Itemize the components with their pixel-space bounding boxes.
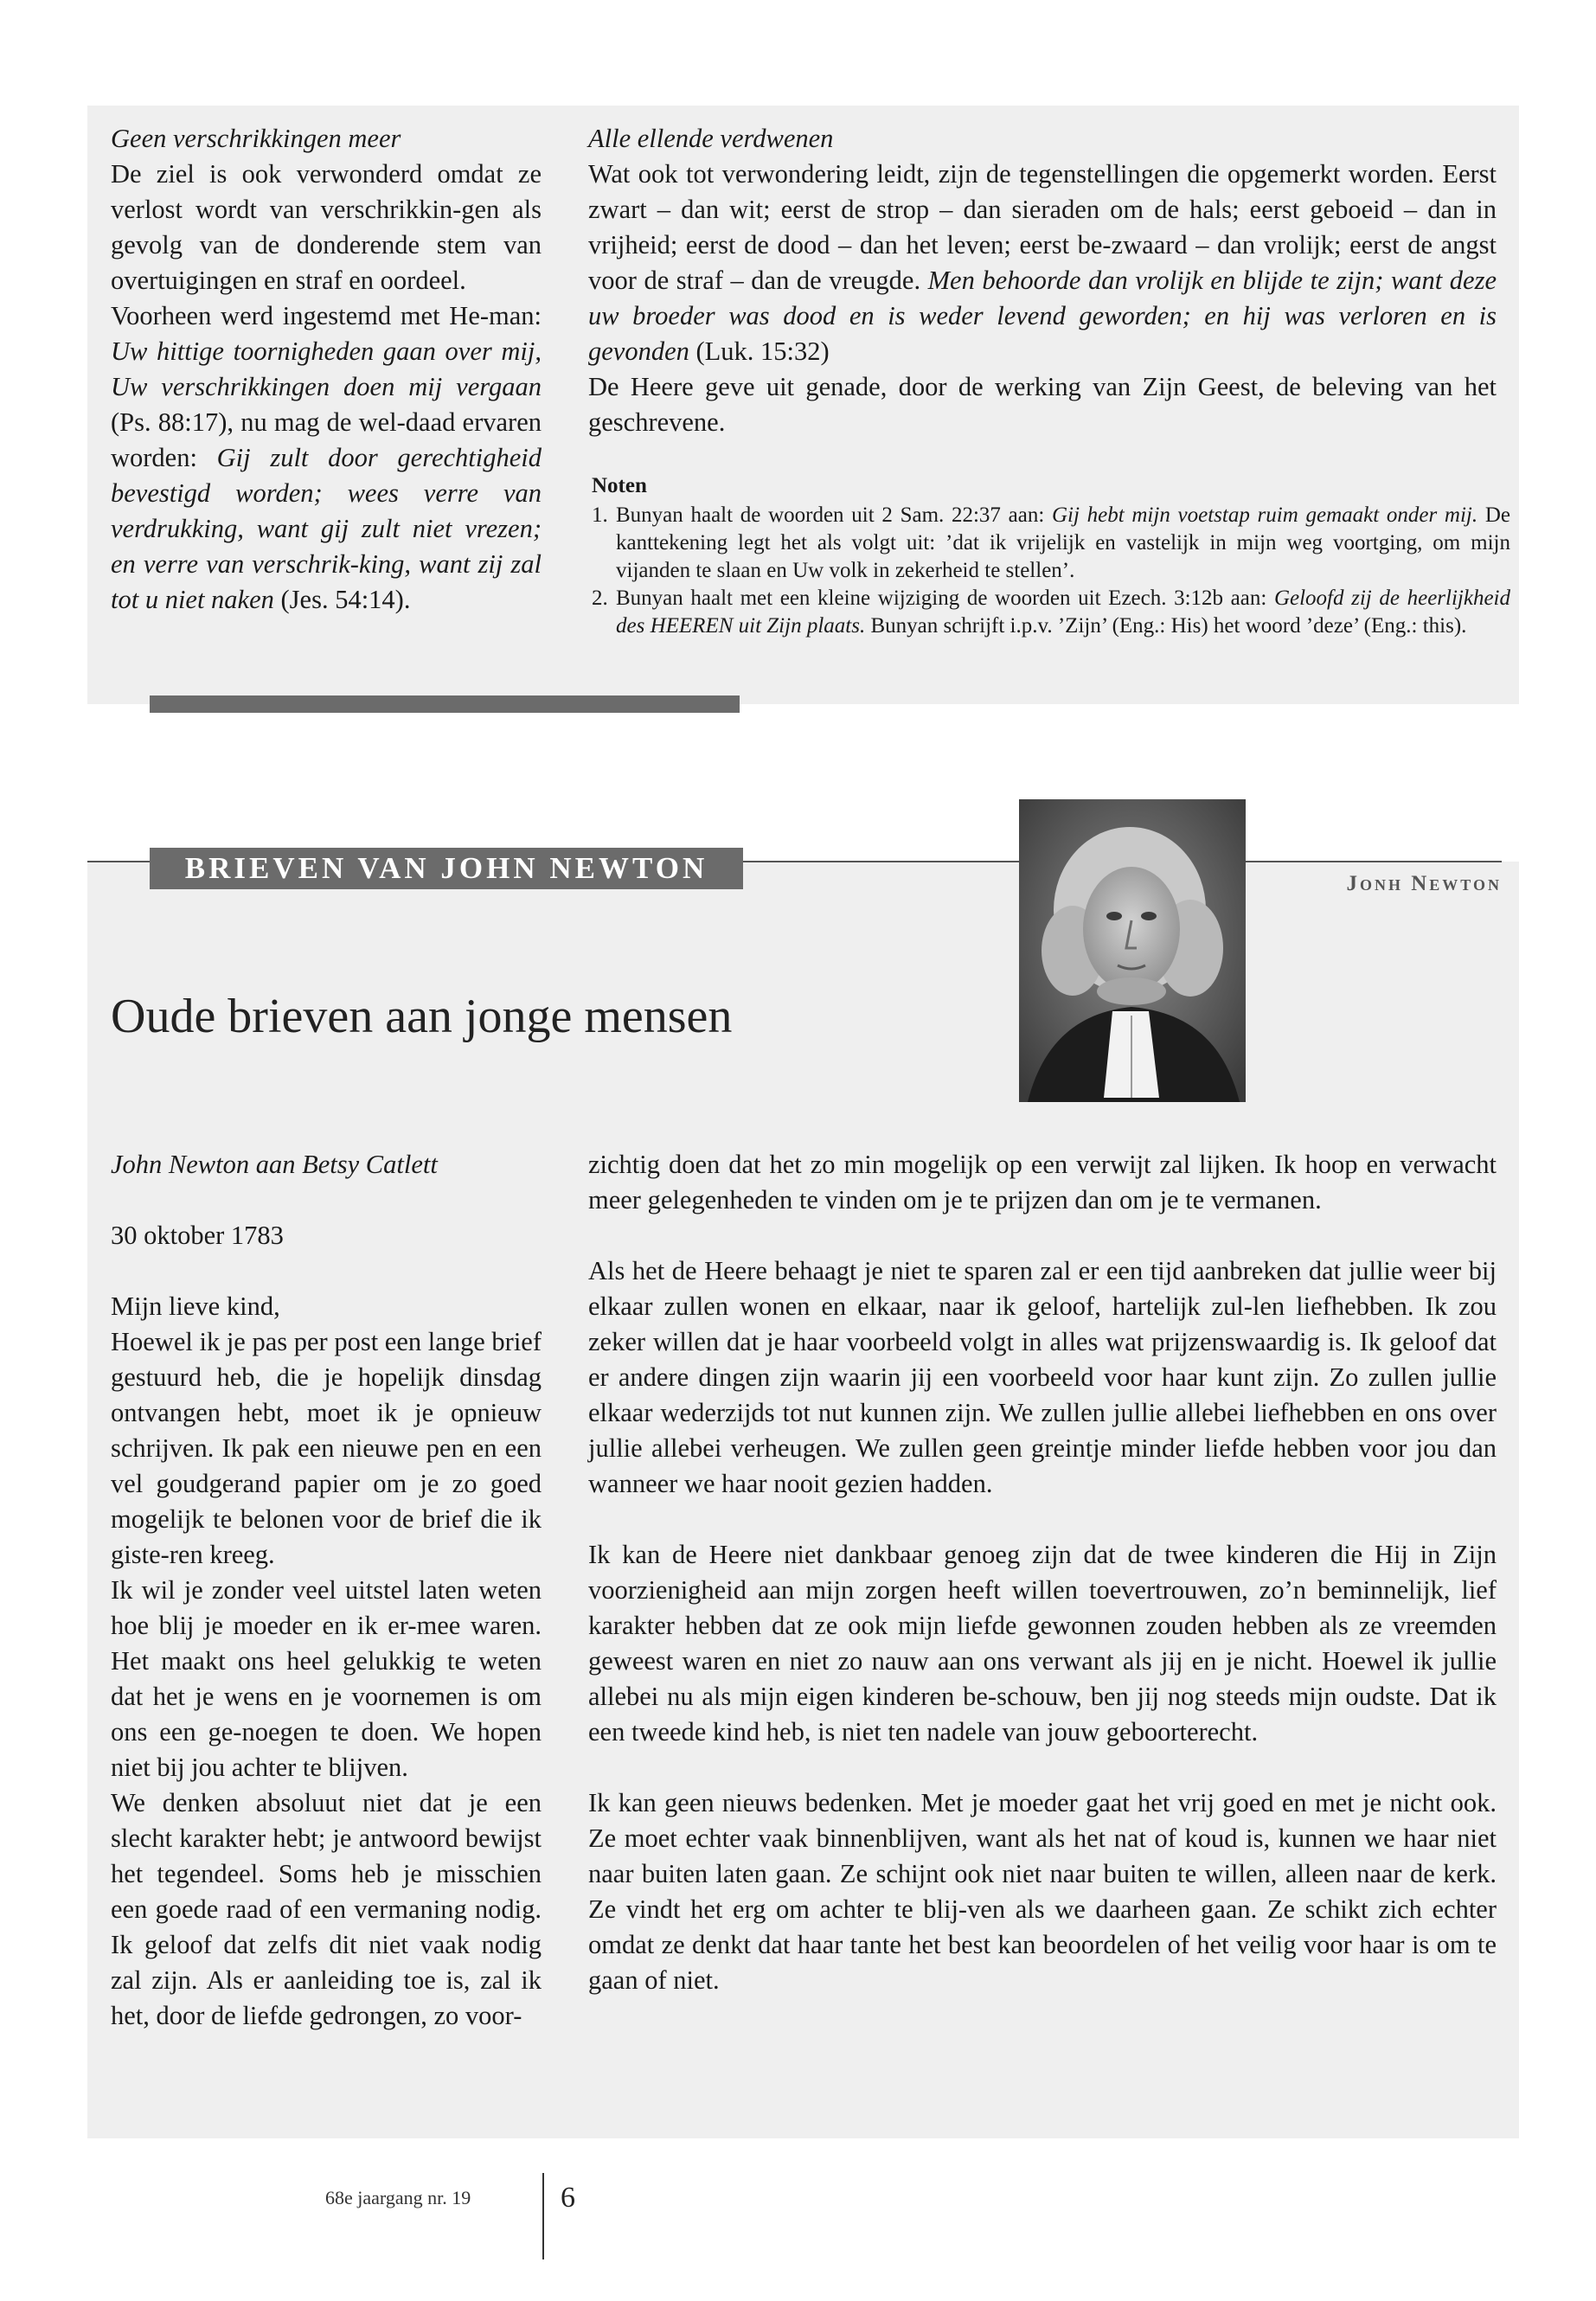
top-panel-bottom-bar: [150, 695, 740, 713]
footnote-item: [592, 585, 1510, 640]
notes-list: [592, 502, 1510, 640]
letter-left-column: [111, 1147, 542, 2034]
footnote-number: 2.: [592, 586, 608, 610]
page-number: 6: [561, 2182, 575, 2214]
footnote-number: 1.: [592, 503, 608, 527]
author-name: Jonh Newton: [1346, 872, 1502, 895]
paragraph: Wat ook tot verwondering leidt, zijn de tegenstellingen die opgemerkt worden. Eerst zwart – dan wit; eerst de strop – dan sieraden om de hals; eerst geboeid – dan in vrijheid; eerst de dood – dan het leven; eerst be-zwaard – dan vrolijk; eerst de angst voor de straf – dan de vreugde. Men behoorde dan vrolijk en blijde te zijn; want deze uw broeder was dood en is weder levend geworden; en hij was verloren en is gevonden (Luk. 15:32): [588, 159, 1497, 366]
paragraph: 30 oktober 1783: [111, 1221, 284, 1250]
paragraph: Hoewel ik je pas per post een lange brief gestuurd heb, die je hopelijk dinsdag ontvangen hebt, moet ik je opnieuw schrijven. Ik pak een nieuwe pen en een vel goudgerand papier om je zo goed mogelijk te belonen voor de brief die ik giste-ren kreeg.: [111, 1327, 542, 1569]
notes-heading: Noten: [592, 474, 647, 497]
paragraph: Mijn lieve kind,: [111, 1292, 280, 1321]
paragraph: Als het de Heere behaagt je niet te sparen zal er een tijd aanbreken dat jullie weer bij elkaar zullen wonen en elkaar, naar ik geloof, hartelijk zul-len liefhebben. Ik zou zeker willen dat je haar voorbeeld volgt in alles wat prijzenswaardig is. Ik geloof dat er andere dingen zijn waarin jij een voorbeeld voor haar kunt zijn. Zo zullen jullie elkaar wederzijds tot nut kunnen zijn. We zullen jullie allebei liefhebben en ons over jullie allebei verheugen. We zullen geen greintje minder liefde hebben voor jou dan wanneer we haar nooit gezien hadden.: [588, 1256, 1497, 1498]
footnotes: [592, 472, 1510, 640]
top-left-column: [111, 121, 542, 618]
column-heading: Geen verschrikkingen meer: [111, 124, 401, 153]
paragraph: Ik kan de Heere niet dankbaar genoeg zijn dat de twee kinderen die Hij in Zijn voorzienigheid aan mijn zorgen heeft willen toevertrouwen, zo’n beminnelijk, lief karakter hebben dat ze ook mijn liefde gewonnen zouden hebben als ze vreemden geweest waren en niet zo nauw aan ons verwant als jij en je nicht. Hoewel ik jullie allebei nu als mijn eigen kinderen be-schouw, ben jij nog steeds mijn oudste. Dat ik een tweede kind heb, is niet ten nadele van jouw geboorterecht.: [588, 1540, 1497, 1747]
paragraph-gap: [588, 1502, 1497, 1537]
footer-divider: [542, 2173, 544, 2259]
paragraph: Ik wil je zonder veel uitstel laten weten hoe blij je moeder en ik er-mee waren. Het maakt ons heel gelukkig te weten dat het je wens en je voornemen is om ons een ge-noegen te doen. We hopen niet bij jou achter te blijven.: [111, 1575, 542, 1782]
footnote-text: Bunyan haalt met een kleine wijziging de woorden uit Ezech. 3:12b aan: Geloofd zij de heerlijkheid des HEEREN uit Zijn plaats. Bunyan schrijft i.p.v. ’Zijn’ (Eng.: His) het woord ’deze’ (Eng.: this).: [616, 586, 1510, 638]
paragraph-gap: [588, 1218, 1497, 1253]
paragraph: De Heere geve uit genade, door de werking van Zijn Geest, de beleving van het geschrevene.: [588, 372, 1497, 437]
paragraph: zichtig doen dat het zo min mogelijk op een verwijt zal lijken. Ik hoop en verwacht meer gelegenheden te vinden om je te prijzen dan om je te vermanen.: [588, 1150, 1497, 1215]
footnote-text: Bunyan haalt de woorden uit 2 Sam. 22:37 aan: Gij hebt mijn voetstap ruim gemaakt onder mij. De kanttekening legt het als volgt uit: ’dat ik vrijelijk en vastelijk in mijn weg voortging, om mijn vijanden te slaan en Uw volk in zekerheid te stellen’.: [616, 503, 1510, 582]
issue-info: 68e jaargang nr. 19: [325, 2187, 471, 2208]
paragraph-gap: [111, 1253, 542, 1289]
paragraph: De ziel is ook verwonderd omdat ze verlost wordt van verschrikkin-gen als gevolg van de donderende stem van overtuigingen en straf en oordeel.: [111, 159, 542, 295]
paragraph-gap: [111, 1183, 542, 1218]
column-heading: Alle ellende verdwenen: [588, 124, 834, 153]
paragraph: Ik kan geen nieuws bedenken. Met je moeder gaat het vrij goed en met je nicht ook. Ze moet echter vaak binnenblijven, want als het nat of koud is, kunnen we haar niet naar buiten laten gaan. Ze schijnt ook niet naar buiten te willen, alleen naar de kerk. Ze vindt het erg om achter te blij-ven als we daarheen gaan. Ze schikt zich echter omdat ze denkt dat haar tante het best kan beoordelen of het veilig voor haar is om te gaan of niet.: [588, 1788, 1497, 1995]
letter-right-column: [588, 1147, 1497, 1998]
paragraph-gap: [588, 1750, 1497, 1785]
footnote-item: [592, 502, 1510, 585]
portrait-john-newton: [1019, 799, 1246, 1102]
section-label: BRIEVEN VAN JOHN NEWTON: [150, 848, 743, 889]
paragraph: Voorheen werd ingestemd met He-man: Uw hittige toornigheden gaan over mij, Uw verschrikkingen doen mij vergaan (Ps. 88:17), nu mag de wel-daad ervaren worden: Gij zult door gerechtigheid bevestigd worden; wees verre van verdrukking, want gij zult niet vrezen; en verre van verschrik-king, want zij zal tot u niet naken (Jes. 54:14).: [111, 301, 542, 614]
top-right-column: [588, 121, 1497, 440]
column-heading: John Newton aan Betsy Catlett: [111, 1150, 438, 1179]
article-title: Oude brieven aan jonge mensen: [111, 990, 733, 1043]
paragraph: We denken absoluut niet dat je een slecht karakter hebt; je antwoord bewijst het tegendeel. Soms heb je misschien een goede raad of een vermaning nodig. Ik geloof dat zelfs dit niet vaak nodig zal zijn. Als er aanleiding toe is, zal ik het, door de liefde gedrongen, zo voor-: [111, 1788, 542, 2030]
